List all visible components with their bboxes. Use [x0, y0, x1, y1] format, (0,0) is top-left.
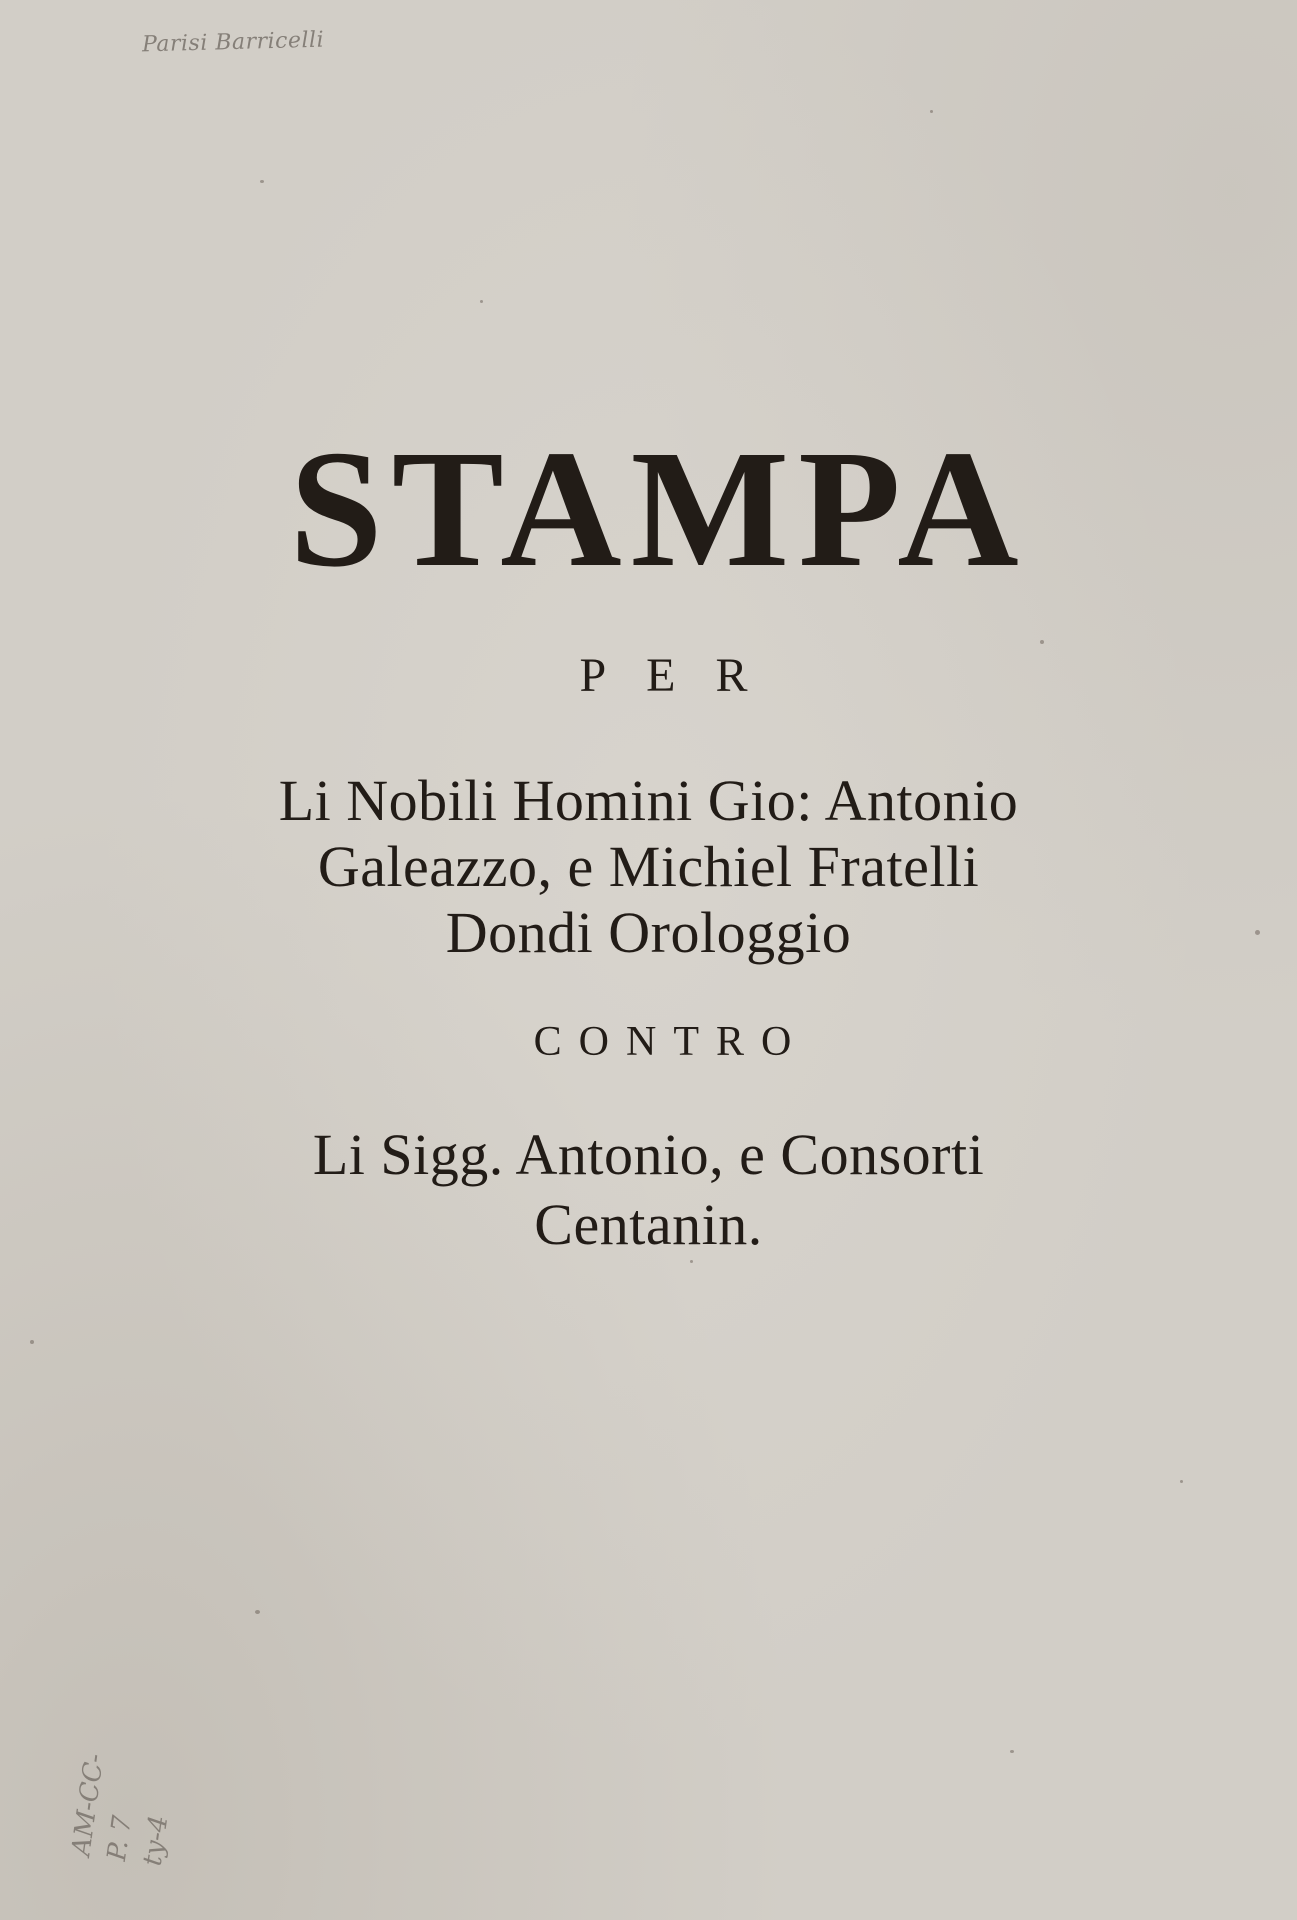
paper-speck — [480, 300, 483, 303]
first-party — [0, 768, 1297, 966]
handwritten-shelfmark — [63, 1705, 242, 1876]
paper-speck — [1040, 640, 1044, 644]
shelfmark-line: P. 7 — [101, 1813, 138, 1863]
handwritten-note: Parisi Barricelli — [141, 27, 325, 58]
paper-speck — [255, 1610, 260, 1614]
shelfmark-line: ty-4 — [137, 1813, 175, 1868]
shelfmark-line: AM-CC- — [66, 1751, 111, 1858]
second-party-line: Centanin. — [534, 1192, 763, 1257]
first-party-line: Li Nobili Homini Gio: Antonio — [278, 768, 1019, 833]
first-party-line: Galeazzo, e Michiel Fratelli — [317, 834, 980, 899]
paper-speck — [30, 1340, 34, 1344]
second-party — [0, 1120, 1297, 1260]
first-party-line: Dondi Orologgio — [445, 900, 852, 965]
page-title: STAMPA — [289, 416, 1028, 602]
second-party-line: Li Sigg. Antonio, e Consorti — [312, 1122, 985, 1187]
per-heading: PER — [579, 649, 788, 702]
paper-speck — [930, 110, 933, 113]
paper-speck — [690, 1260, 693, 1263]
paper-speck — [260, 180, 264, 183]
paper-speck — [1010, 1750, 1014, 1753]
contro-heading: CONTRO — [533, 1019, 809, 1065]
paper-speck — [1180, 1480, 1183, 1483]
